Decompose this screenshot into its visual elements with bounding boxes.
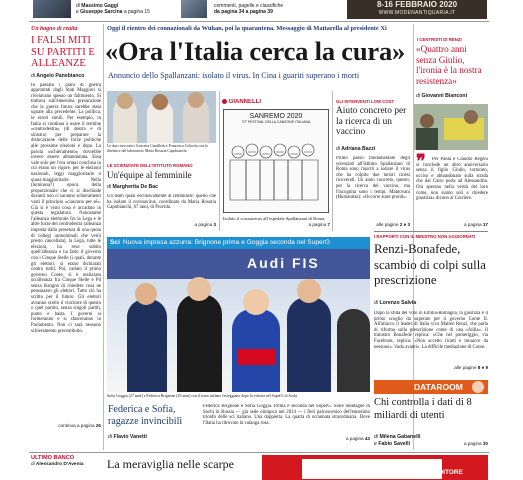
bottom-byline: di Alessandro D'Avenia bbox=[31, 462, 84, 467]
bottom-ad bbox=[262, 455, 488, 480]
main-subhead: Annuncio dello Spallanzani: isolato il virus. In Cina i guariti superano i morti bbox=[108, 71, 360, 80]
left-title: I FALSI MITI SU PARTITI E ALLEANZE bbox=[31, 35, 95, 69]
sport-banner bbox=[107, 237, 370, 249]
cartoon-sub: 70° FESTIVAL DELLA CANZONE ITALIANA bbox=[241, 120, 311, 124]
top-photo-left bbox=[33, 0, 71, 18]
scientists-caption: Le due ricercatrici Concetta Castilletti e Francesca Colavita con la direttrice del laboratorio Maria Rosaria Capobianchi bbox=[107, 144, 208, 153]
top-banner bbox=[347, 0, 487, 19]
giannelli-caption: Isolato il coronavirus all'ospedale Spallanzani di Roma. bbox=[223, 216, 326, 221]
left-column bbox=[31, 26, 101, 450]
left-continue[interactable]: continua a pagina 26 bbox=[58, 422, 101, 428]
scientists-photo bbox=[107, 91, 216, 143]
right-kicker: I CENTRISTI DI RENZI bbox=[417, 37, 462, 42]
giannelli-dot-icon bbox=[222, 99, 227, 104]
main-kicker: Oggi il rientro dei connazionali da Wuhan, poi la quarantena. Messaggio di Mattarella al presidente Xi bbox=[107, 25, 387, 32]
dataroom-ref[interactable]: a pagina 30 bbox=[463, 441, 488, 446]
sport-sub-title: Federica e Sofia, ragazze invincibili bbox=[108, 404, 183, 427]
right-ref2[interactable]: alle pagine 8 e 9 bbox=[454, 365, 488, 370]
sci-ref[interactable]: a pagina 3 bbox=[194, 222, 216, 227]
top-byline1-name: Massimo Gaggi bbox=[81, 3, 119, 9]
center-right-byline: di Adriana Bazzi bbox=[336, 146, 376, 152]
top-photo-middle bbox=[181, 0, 207, 18]
main-headline: «Ora l'Italia cerca la cura» bbox=[105, 36, 406, 66]
right-rule-h bbox=[374, 231, 488, 232]
center-right-body: Primo passo fondamentale degli scienziati all'Istituto Spallanzani di Roma sono riusciti a isolare il virus che ha colpito due turisti cinesi ricoverati. Un aiuto concreto, questo, per la ricerca del vaccino, ma l'incognita sono i tempi. Mantovani (Humanitas): «Occorre stare pronti». bbox=[336, 156, 410, 201]
right-title: «Quattro anni senza Giulio, l'ironia è la nostra resistenza» bbox=[416, 44, 482, 86]
sci-kicker: LE SCIENZIATE DELL'ISTITUTO ROMANO bbox=[107, 163, 193, 168]
giannelli-label: GIANNELLI bbox=[222, 99, 302, 107]
bottom-kicker: ULTIMO BANCO bbox=[31, 455, 75, 461]
left-kicker: Un bagno di realtà bbox=[31, 26, 78, 32]
right-byline: di Giovanni Bianconi bbox=[416, 93, 468, 99]
left-body: In passato i piani di guerra approntati dagli Stati Maggiori si rivelavano spesso un fallimento. Si trattava sull'ennesima presunzione che la guerra futura sarebbe stata uguale alla precedente. La politica, le errori simili. Per esempio, in Italia si continua a usare il termine «centrodestra» (di destra e di sinistra) per preparare la dislocazione delle forze politiche alle prossime elezioni e dopo. La parola «schieramento» dovrebbe invece essere abbandonata. Essa vale solo per l'era ormai conclusa in cui erano un vigore, per le elezioni nazionali, leggi maggioritarie o quasi-maggioritarie. Nella (luminosa?) epoca della proporzionale che ci si dischiude davanti non ci saranno schieramenti vasti il principio «ciascuno per sé». Già si è visto cosa è accaduto in questa legislatura. Nonostante l'alleanza elettorale fra la Lega e le altre forze del centrodestra (alleanza imposta dalla presenza di una quota di collegi uninominali che verrà presto cancellata), la Lega, tutte le elezioni, ha reso subito quell'alleanza e ha fatto il governo con i Cinque Stelle (i quali, durante gli elettori, si erano dichiarati contro tutti). Poi, caduto il primo governo Conte, si è realizzata un'alleanza fra Cinque Stelle e Pd senza bisogno di chiedere cosa ne pensassero gli elettori. Tutto ciò ha scritto per il futuro. Gli elettori avranno scelto il vincitore di questo o quel partito, senza singoli partiti, punto e basta. I governi si formeranno e si sfasceranno in Parlamento. Non ci sarà nessuno schieramento precostituito. bbox=[31, 82, 101, 334]
right-quote-mark: ❞ bbox=[416, 152, 426, 166]
center-right-ref[interactable]: alle pagine 2 e 3 bbox=[376, 222, 410, 227]
sci-byline: di Margherita De Bac bbox=[107, 184, 159, 190]
sci-body: Un team quasi esclusivamente al femminile: quello che ha isolato il coronavirus, coordinato da Maria Rosaria Capobianchi, 67 anni, di Procida. bbox=[107, 194, 216, 211]
mid-rule-1 bbox=[219, 91, 220, 231]
left-byline: di Angelo Panebianco bbox=[31, 72, 85, 79]
giannelli-ref[interactable]: a pagina 7 bbox=[308, 222, 330, 227]
dataroom-title: Chi controlla i dati di 8 miliardi di utenti bbox=[374, 397, 472, 421]
bottom-ad-text: IL RIVENDITORE bbox=[411, 469, 463, 476]
mid-rule-2 bbox=[332, 91, 333, 231]
right-byline2: di Lorenzo Salvia bbox=[374, 300, 417, 306]
left-rule bbox=[103, 24, 104, 450]
dataroom-avatar bbox=[472, 381, 484, 393]
right-body: Per Paola e Claudio Regeni si conclude un altro anniversario senza il figlio Giulio, torturato, ucciso e abbandonato sulla strada che dal Cairo porta ad Alessandria. Ora sperano nella verità del loro come, non siamo soli a chiedere giustizia» dicono al Corriere. bbox=[416, 157, 488, 202]
cartoon-drawing bbox=[224, 130, 328, 210]
sci-title: Un'équipe al femminile bbox=[107, 170, 192, 180]
bottom-rule bbox=[29, 452, 489, 453]
right-ref[interactable]: a pagina 17 bbox=[463, 222, 488, 227]
banner-date: 8-16 FEBBRAIO 2020 bbox=[376, 0, 458, 9]
sport-ref[interactable]: a pagina 43 bbox=[345, 436, 370, 441]
giannelli-cartoon bbox=[223, 109, 329, 213]
sport-body: Federica Brignone e Sofia Goggia. Prima e seconda nel SuperG. Sulle montagne di Sochi in Russia — già sede olimpica nel 2014 — i fieri palcoscenico dell'ennesimo trionfo delle sci italiano. Una doppietta. La quarta di un'annata straordinaria. Dove l'Italia ha ritrovato la valanga rosa. bbox=[203, 404, 370, 426]
ski-photo: Audi FIS bbox=[107, 249, 370, 392]
right-title2: Renzi-Bonafede, scambio di colpi sulla prescrizione bbox=[374, 242, 486, 287]
top-rule bbox=[29, 21, 489, 22]
top-byline: di Massimo Gaggi e Giuseppe Sarcina a pagina 15 bbox=[76, 3, 150, 15]
cartoon-title: SANREMO 2020 bbox=[249, 113, 303, 120]
sport-byline: di Flavio Vanetti bbox=[108, 434, 147, 440]
right-kicker2: I RAPPORTI CON IL MINISTRO NON AGGIORNATI bbox=[374, 234, 476, 239]
banner-url: WWW.MODENANTIQUARIA.IT bbox=[378, 10, 456, 16]
right-body2: Dopo la sfida del voto in Emilia-Romagna, la giustizia è il primo scoglio da superare per il governo Conte II. All'attacco il leader di Italia viva Matteo Renzi, che parla di riforma sulla prescrizione come di una «follia». Il ministro Bonafede replica: «Che nel pomeriggio, via Facebook, replica: «Non accetto ricatti e minacce da nessuno». Vado avanti». La difficile mediazione di Conte. bbox=[374, 311, 488, 350]
bottom-title: La meraviglia nelle scarpe bbox=[107, 457, 234, 471]
center-right-kicker: GLI INTERVENTI LOW COST bbox=[336, 99, 395, 104]
center-right-title: Aiuto concreto per la ricerca di un vaccino bbox=[336, 106, 407, 137]
top-middle-text: commenti, pagelle e classifiche da pagina 34 a pagina 39 bbox=[214, 3, 284, 15]
regeni-photo bbox=[414, 104, 488, 150]
sport-headline: Nuova impresa azzurra: Brignone prima e Goggia seconda nel SuperG bbox=[122, 239, 330, 246]
ski-caption: Sofia Goggia (27 anni) e Federica Brignone (29 anni) con il team italiano festeggiano dopo la vittoria nel SuperG di Sochi bbox=[107, 394, 298, 398]
sport-tag: Sci bbox=[110, 239, 120, 246]
dataroom-bylines: di Milena Gabanelli e Fabio Savelli bbox=[374, 434, 421, 447]
top-strip bbox=[0, 0, 523, 20]
dataroom-banner: DATAROOM bbox=[374, 380, 488, 394]
